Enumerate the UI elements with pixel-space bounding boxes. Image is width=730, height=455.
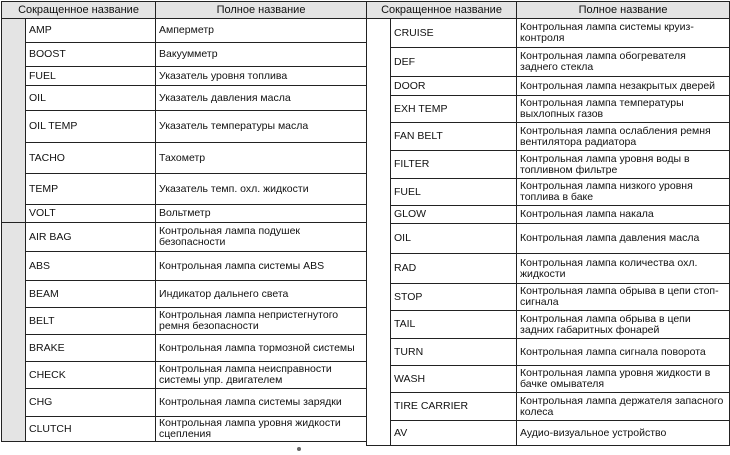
- abbr-cell: AIR BAG: [26, 223, 156, 252]
- abbr-cell: AMP: [26, 19, 156, 43]
- abbr-cell: FUEL: [26, 67, 156, 86]
- header-short-name: Сокращенное название: [2, 2, 156, 19]
- table-row: [367, 96, 730, 123]
- table-row: [2, 43, 367, 67]
- full-name-cell: Индикатор дальнего света: [156, 281, 367, 308]
- table-row: [367, 123, 730, 151]
- full-name-cell: Контрольная лампа уровня жидкости сцепления: [156, 417, 367, 442]
- table-row: [2, 174, 367, 205]
- full-name-cell: Контрольная лампа системы зарядки: [156, 389, 367, 417]
- full-name-cell: Контрольная лампа держателя запасного колеса: [517, 393, 730, 421]
- table-row: [367, 421, 730, 446]
- full-name-cell: Контрольная лампа давления масла: [517, 224, 730, 254]
- table-row: [367, 19, 730, 48]
- abbr-cell: FUEL: [391, 179, 517, 206]
- full-name-cell: Контрольная лампа непристегнутого ремня безопасности: [156, 308, 367, 335]
- abbr-cell: WASH: [391, 366, 517, 393]
- full-name-cell: Амперметр: [156, 19, 367, 43]
- group-label-lamps: [2, 223, 26, 442]
- table-row: [367, 77, 730, 96]
- header-full-name: Полное название: [156, 2, 367, 19]
- full-name-cell: Вольтметр: [156, 205, 367, 223]
- full-name-cell: Контрольная лампа температуры выхлопных газов: [517, 96, 730, 123]
- abbr-cell: VOLT: [26, 205, 156, 223]
- full-name-cell: Контрольная лампа системы ABS: [156, 252, 367, 281]
- abbr-cell: BELT: [26, 308, 156, 335]
- abbr-cell: FILTER: [391, 151, 517, 179]
- abbr-cell: STOP: [391, 284, 517, 311]
- group-label-indicators: [2, 19, 26, 223]
- header-full-name: Полное название: [517, 2, 730, 19]
- abbr-cell: OIL TEMP: [26, 111, 156, 143]
- full-name-cell: Вакуумметр: [156, 43, 367, 67]
- full-name-cell: Контрольная лампа уровня воды в топливном фильтре: [517, 151, 730, 179]
- abbr-cell: TIRE CARRIER: [391, 393, 517, 421]
- table-row: [367, 206, 730, 224]
- table-row: [2, 19, 367, 43]
- left-abbreviation-table: [1, 1, 367, 442]
- abbr-cell: ABS: [26, 252, 156, 281]
- table-row: [2, 389, 367, 417]
- full-name-cell: Контрольная лампа обрыва в цепи задних габаритных фонарей: [517, 311, 730, 339]
- table-row: [367, 224, 730, 254]
- table-row: [367, 339, 730, 366]
- full-name-cell: Контрольная лампа уровня жидкости в бачке омывателя: [517, 366, 730, 393]
- full-name-cell: Контрольная лампа тормозной системы: [156, 335, 367, 362]
- abbr-cell: TAIL: [391, 311, 517, 339]
- table-row: [2, 308, 367, 335]
- table-row: [2, 252, 367, 281]
- full-name-cell: Контрольная лампа накала: [517, 206, 730, 224]
- full-name-cell: Контрольная лампа низкого уровня топлива в баке: [517, 179, 730, 206]
- full-name-cell: Тахометр: [156, 143, 367, 174]
- abbr-cell: FAN BELT: [391, 123, 517, 151]
- abbr-cell: CLUTCH: [26, 417, 156, 442]
- abbr-cell: BEAM: [26, 281, 156, 308]
- full-name-cell: Аудио-визуальное устройство: [517, 421, 730, 446]
- abbr-cell: TACHO: [26, 143, 156, 174]
- abbr-cell: CHECK: [26, 362, 156, 389]
- group-label-lamps: [367, 19, 391, 446]
- full-name-cell: Контрольная лампа сигнала поворота: [517, 339, 730, 366]
- table-row: [367, 254, 730, 284]
- abbr-cell: BOOST: [26, 43, 156, 67]
- table-row: [2, 205, 367, 223]
- table-row: [367, 284, 730, 311]
- table-row: [2, 86, 367, 111]
- abbr-cell: RAD: [391, 254, 517, 284]
- table-row: [2, 67, 367, 86]
- abbr-cell: TURN: [391, 339, 517, 366]
- full-name-cell: Контрольная лампа незакрытых дверей: [517, 77, 730, 96]
- table-row: [367, 179, 730, 206]
- table-row: [2, 362, 367, 389]
- full-name-cell: Указатель давления масла: [156, 86, 367, 111]
- full-name-cell: Указатель уровня топлива: [156, 67, 367, 86]
- print-speck: [297, 447, 301, 451]
- table-row: [367, 151, 730, 179]
- full-name-cell: Контрольная лампа ослабления ремня вентилятора радиатора: [517, 123, 730, 151]
- table-row: [367, 393, 730, 421]
- abbr-cell: OIL: [391, 224, 517, 254]
- abbr-cell: DOOR: [391, 77, 517, 96]
- full-name-cell: Контрольная лампа обогревателя заднего стекла: [517, 48, 730, 77]
- abbr-cell: DEF: [391, 48, 517, 77]
- abbr-cell: BRAKE: [26, 335, 156, 362]
- right-abbreviation-table: [366, 1, 730, 446]
- right-header-row: [367, 2, 730, 19]
- full-name-cell: Контрольная лампа подушек безопасности: [156, 223, 367, 252]
- abbr-cell: CRUISE: [391, 19, 517, 48]
- abbr-cell: TEMP: [26, 174, 156, 205]
- abbr-cell: EXH TEMP: [391, 96, 517, 123]
- full-name-cell: Контрольная лампа системы круиз-контроля: [517, 19, 730, 48]
- full-name-cell: Указатель темп. охл. жидкости: [156, 174, 367, 205]
- table-row: [367, 48, 730, 77]
- full-name-cell: Контрольная лампа обрыва в цепи стоп-сигнала: [517, 284, 730, 311]
- table-row: [2, 281, 367, 308]
- full-name-cell: Контрольная лампа неисправности системы упр. двигателем: [156, 362, 367, 389]
- table-row: [2, 335, 367, 362]
- left-header-row: [2, 2, 367, 19]
- full-name-cell: Указатель температуры масла: [156, 111, 367, 143]
- table-row: [2, 111, 367, 143]
- abbr-cell: AV: [391, 421, 517, 446]
- table-row: [367, 311, 730, 339]
- abbr-cell: GLOW: [391, 206, 517, 224]
- abbr-cell: OIL: [26, 86, 156, 111]
- table-row: [2, 223, 367, 252]
- table-row: [2, 143, 367, 174]
- abbr-cell: CHG: [26, 389, 156, 417]
- table-row: [367, 366, 730, 393]
- full-name-cell: Контрольная лампа количества охл. жидкости: [517, 254, 730, 284]
- table-row: [2, 417, 367, 442]
- header-short-name: Сокращенное название: [367, 2, 517, 19]
